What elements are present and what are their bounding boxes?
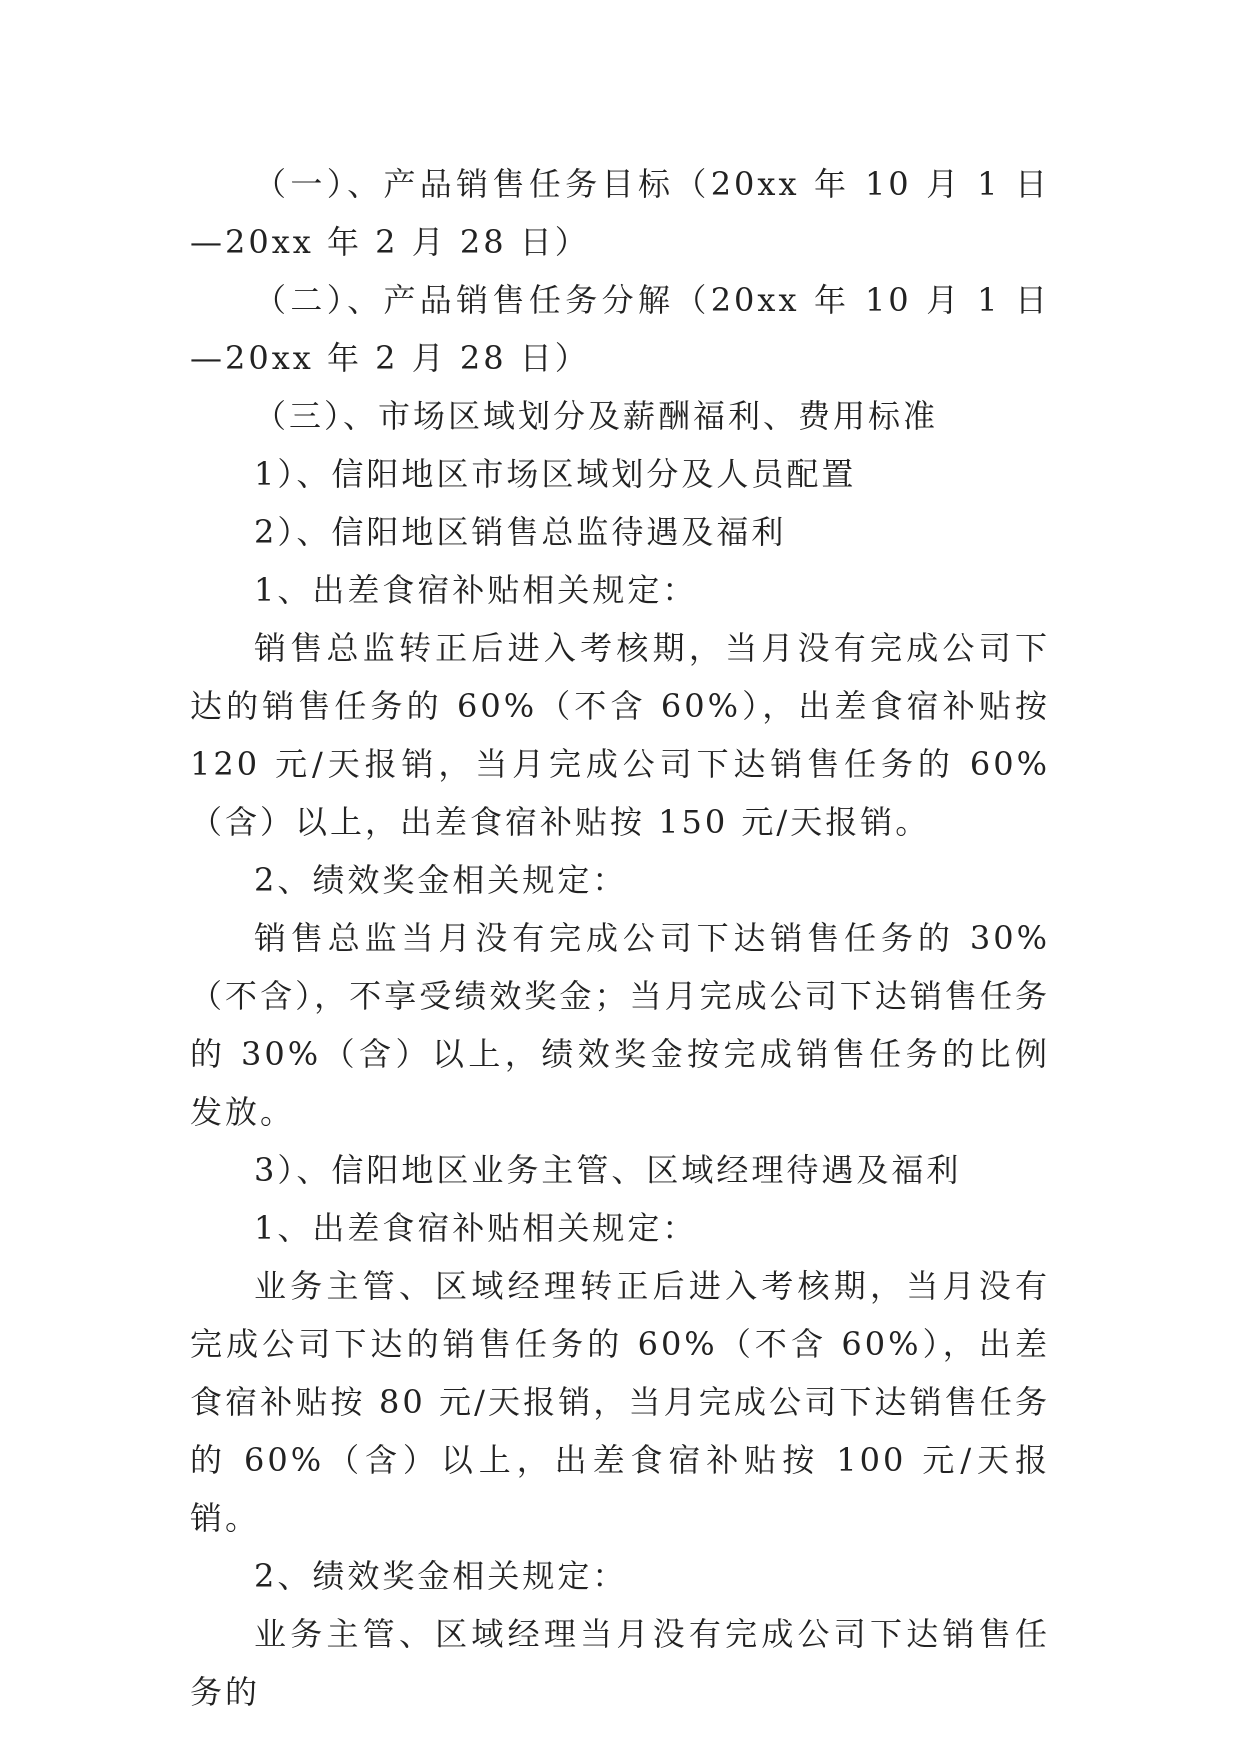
travel-allowance-rule-title: 1、出差食宿补贴相关规定： [254,571,698,609]
sales-target-heading: （一）、产品销售任务目标（20xx 年 10 月 1 日—20xx 年 2 月 28 日） [190,165,1050,261]
region-compensation-heading: （三）、市场区域划分及薪酬福利、费用标准 [254,397,939,435]
travel-allowance-rule-title-2: 1、出差食宿补贴相关规定： [254,1209,698,1247]
supervisor-bonus-text: 业务主管、区域经理当月没有完成公司下达销售任务的 [190,1615,1050,1711]
sales-director-benefits-subheading: 2）、信阳地区销售总监待遇及福利 [254,513,787,551]
region-staffing-subheading: 1）、信阳地区市场区域划分及人员配置 [254,455,857,493]
sales-breakdown-heading: （二）、产品销售任务分解（20xx 年 10 月 1 日—20xx 年 2 月 28 日） [190,281,1050,377]
performance-bonus-rule-title: 2、绩效奖金相关规定： [254,861,628,899]
supervisor-travel-allowance-text: 业务主管、区域经理转正后进入考核期，当月没有完成公司下达的销售任务的 60%（不含 60%），出差食宿补贴按 80 元/天报销，当月完成公司下达销售任务的 60%（含）以上，出差食宿补贴按 100 元/天报销。 [190,1267,1050,1537]
supervisor-benefits-subheading: 3）、信阳地区业务主管、区域经理待遇及福利 [254,1151,962,1189]
director-travel-allowance-text: 销售总监转正后进入考核期，当月没有完成公司下达的销售任务的 60%（不含 60%），出差食宿补贴按 120 元/天报销，当月完成公司下达销售任务的 60%（含）以上，出差食宿补贴按 150 元/天报销。 [190,629,1050,841]
document-body [190,155,1050,1721]
performance-bonus-rule-title-2: 2、绩效奖金相关规定： [254,1557,628,1595]
director-bonus-text: 销售总监当月没有完成公司下达销售任务的 30%（不含），不享受绩效奖金；当月完成公司下达销售任务的 30%（含）以上，绩效奖金按完成销售任务的比例发放。 [190,919,1050,1131]
